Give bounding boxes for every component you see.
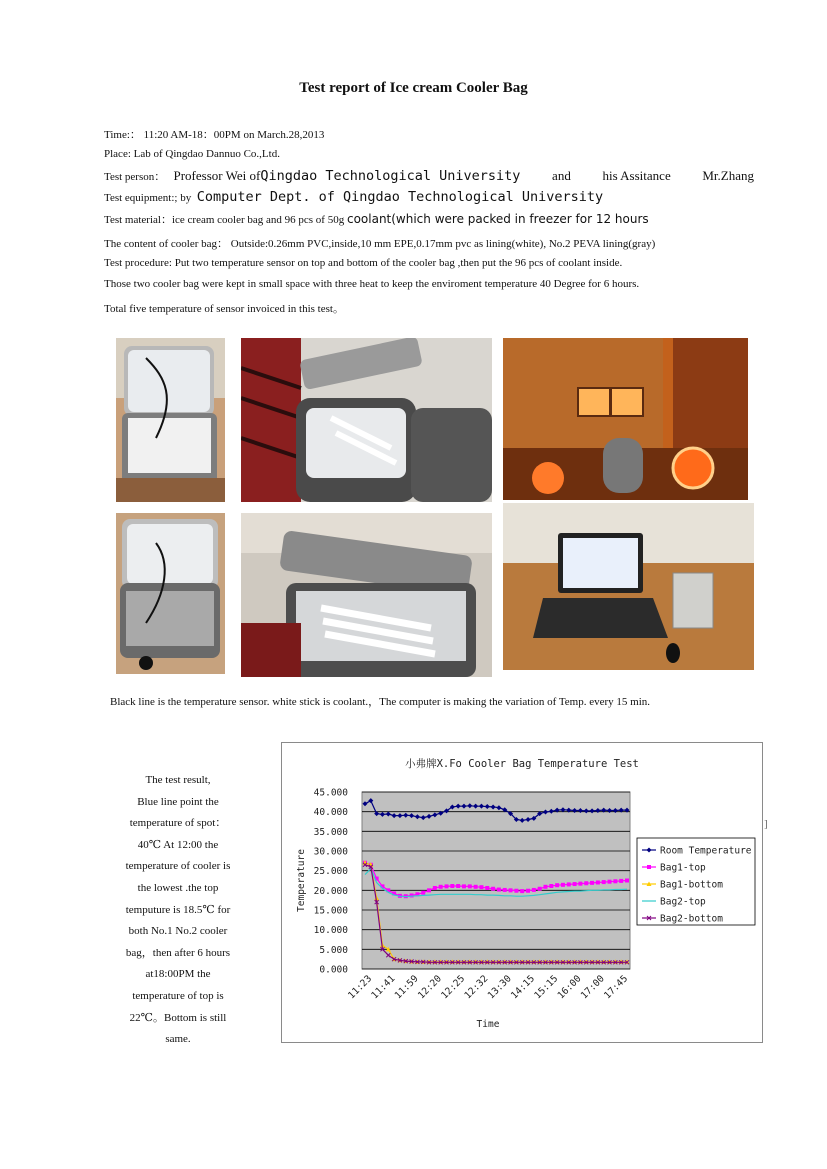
x-tick-label: 17:00: [578, 973, 607, 1002]
person-prefix: Test person：: [104, 171, 166, 183]
data-point: [439, 885, 443, 889]
result-line: temperature of cooler is: [125, 860, 231, 873]
photo-cooler-bag-coolant: [241, 513, 492, 677]
content-line: The content of cooler bag： Outside:0.26mm PVC,inside,10 mm EPE,0.17mm pvc as lining(white), No.2 PEVA lining(gray): [104, 238, 656, 250]
data-point: [578, 882, 582, 886]
material-line: [104, 211, 754, 227]
x-tick-label: 11:23: [346, 973, 375, 1002]
photo-laptop-recorder: [503, 503, 754, 670]
data-point: [474, 885, 478, 889]
legend-label: Bag1-top: [660, 862, 706, 874]
y-tick-label: 15.000: [313, 905, 348, 917]
time-line: Time:： 11:20 AM-18：00PM on March.28,2013: [104, 129, 325, 141]
edge-mark: ]: [764, 818, 768, 830]
equipment-dept: Computer Dept. of Qingdao Technological University: [196, 189, 604, 205]
data-point: [543, 885, 547, 889]
person-zhang: Mr.Zhang: [702, 168, 754, 183]
result-line: The test result,: [145, 774, 211, 786]
result-line: temperature of spot：: [129, 817, 227, 830]
x-tick-label: 14:15: [509, 973, 538, 1002]
result-line: temperature of top is: [132, 989, 224, 1002]
y-tick-label: 5.000: [319, 944, 348, 956]
x-tick-label: 16:00: [555, 973, 584, 1002]
report-title: Test report of Ice cream Cooler Bag: [299, 80, 528, 96]
data-point: [549, 884, 553, 888]
test-result-text: [108, 770, 248, 1051]
data-point: [433, 886, 437, 890]
person-line: [104, 168, 754, 184]
result-line: Blue line point the: [137, 795, 219, 808]
data-point: [584, 881, 588, 885]
data-point: [450, 884, 454, 888]
x-tick-label: 12:25: [439, 973, 468, 1002]
data-point: [421, 891, 425, 895]
result-line: both No.1 No.2 cooler: [128, 925, 228, 938]
legend-label: Room Temperature: [660, 845, 752, 857]
x-tick-label: 15:15: [532, 973, 561, 1002]
data-point: [538, 887, 542, 891]
photo-heaters-room: [503, 338, 748, 500]
result-line: temputure is 18.5℃ for: [125, 903, 231, 916]
photo-cooler-bag-open-1: [116, 338, 225, 502]
y-tick-label: 10.000: [313, 925, 348, 937]
procedure-line: Test procedure: Put two temperature sensor on top and bottom of the cooler bag ,then put the 96 pcs of coolant inside.: [104, 257, 623, 269]
data-point: [567, 882, 571, 886]
result-line: 40℃ At 12:00 the: [137, 838, 219, 851]
data-point: [479, 885, 483, 889]
result-line: 22℃。Bottom is still: [129, 1011, 227, 1024]
temperature-chart: [281, 742, 763, 1043]
x-tick-label: 17:45: [602, 973, 631, 1002]
data-point: [485, 886, 489, 890]
data-point: [514, 889, 518, 893]
data-point: [532, 888, 536, 892]
plot-area: [362, 792, 630, 969]
x-tick-label: 13:30: [485, 973, 514, 1002]
person-and: and: [552, 168, 571, 183]
data-point: [456, 884, 460, 888]
result-line: bag，then after 6 hours: [125, 946, 231, 959]
place-line: Place: Lab of Qingdao Dannuo Co.,Ltd.: [104, 148, 280, 160]
result-line: at18:00PM the: [145, 968, 211, 981]
data-point: [509, 888, 513, 892]
result-line: the lowest .the top: [137, 881, 219, 894]
data-point: [573, 882, 577, 886]
material-coolant: coolant(which were packed in freezer for 12 hours: [346, 212, 649, 226]
data-point: [602, 880, 606, 884]
data-point: [596, 880, 600, 884]
legend-label: Bag2-top: [660, 896, 706, 908]
data-point: [468, 884, 472, 888]
result-line: same.: [165, 1033, 191, 1046]
person-name: Professor Wei of: [173, 168, 261, 183]
legend-label: Bag2-bottom: [660, 913, 723, 925]
equipment-line: [104, 189, 754, 205]
equipment-prefix: Test equipment:; by: [104, 192, 192, 204]
total-line: Total five temperature of sensor invoiced in this test。: [104, 303, 344, 315]
photo-cooler-bags-hand: [241, 338, 492, 502]
data-point: [590, 881, 594, 885]
data-point: [613, 879, 617, 883]
data-point: [555, 883, 559, 887]
data-point: [520, 889, 524, 893]
y-tick-label: 20.000: [313, 885, 348, 897]
space-line: Those two cooler bag were kept in small space with three heat to keep the enviroment temperature 40 Degree for 6 hours.: [104, 278, 640, 290]
data-point: [445, 884, 449, 888]
photo-caption: Black line is the temperature sensor. white stick is coolant.，The computer is making the variation of Temp. every 15 min.: [110, 696, 651, 708]
x-tick-label: 12:32: [462, 973, 491, 1002]
y-tick-label: 45.000: [313, 787, 348, 799]
y-tick-label: 40.000: [313, 807, 348, 819]
person-university: Qingdao Technological University: [260, 168, 521, 184]
data-point: [503, 888, 507, 892]
x-tick-label: 12:20: [415, 973, 444, 1002]
chart-svg: [282, 743, 762, 1042]
legend-label: Bag1-bottom: [660, 879, 723, 891]
x-axis-label: Time: [476, 1019, 500, 1030]
data-point: [625, 879, 629, 883]
chart-title: 小弗牌X.Fo Cooler Bag Temperature Test: [405, 758, 639, 770]
data-point: [619, 879, 623, 883]
data-point: [491, 887, 495, 891]
y-tick-label: 30.000: [313, 846, 348, 858]
y-axis-label: Temperature: [296, 849, 307, 912]
data-point: [526, 889, 530, 893]
data-point: [497, 888, 501, 892]
data-point: [608, 880, 612, 884]
data-point: [462, 884, 466, 888]
data-point: [561, 883, 565, 887]
material-text: Test material：ice cream cooler bag and 96 pcs of 50g: [104, 214, 345, 226]
legend-marker: [647, 865, 651, 869]
x-tick-label: 11:59: [392, 973, 421, 1002]
x-tick-label: 11:41: [369, 973, 398, 1002]
y-tick-label: 35.000: [313, 826, 348, 838]
y-tick-label: 25.000: [313, 866, 348, 878]
person-assistant: his Assitance: [602, 168, 671, 183]
data-point: [427, 888, 431, 892]
photo-cooler-bag-open-2: [116, 513, 225, 674]
y-tick-label: 0.000: [319, 964, 348, 976]
